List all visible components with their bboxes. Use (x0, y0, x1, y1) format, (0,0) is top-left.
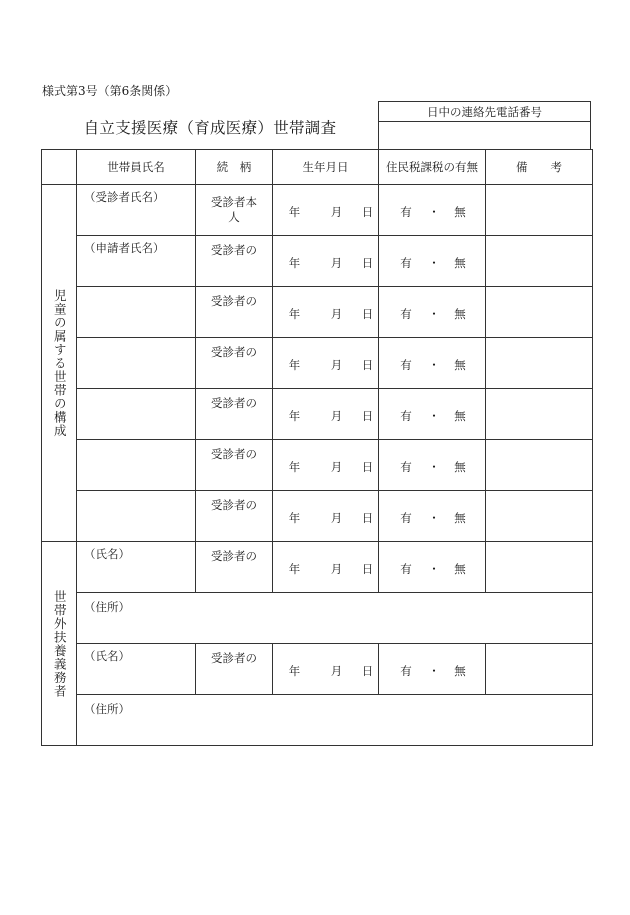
tax-separator: ・ (428, 460, 440, 474)
name-label: （受診者氏名） (84, 190, 165, 204)
tax-no-option[interactable]: 無 (454, 205, 466, 219)
remarks-cell[interactable] (486, 491, 593, 542)
day-label: 日 (361, 409, 374, 423)
birth-date-cell[interactable] (273, 185, 379, 236)
tax-yes-option[interactable]: 有 (400, 460, 412, 474)
page-title: 自立支援医療（育成医療）世帯調査 (83, 119, 337, 137)
name-cell[interactable] (77, 542, 196, 593)
member-row (42, 644, 593, 695)
tax-no-option[interactable]: 無 (454, 409, 466, 423)
name-label: （氏名） (84, 547, 130, 561)
household-section (42, 185, 77, 542)
relation-cell[interactable] (196, 236, 273, 287)
member-row (42, 389, 593, 440)
relation-label: 受診者の (211, 396, 257, 410)
relation-label: 受診者の (211, 345, 257, 359)
day-label: 日 (361, 256, 374, 270)
name-cell[interactable] (77, 287, 196, 338)
header-remarks: 備 考 (486, 150, 593, 185)
contact-phone-box (378, 101, 591, 149)
birth-date-cell[interactable] (273, 440, 379, 491)
tax-yes-option[interactable]: 有 (400, 205, 412, 219)
tax-status-cell[interactable] (379, 185, 486, 236)
day-label: 日 (361, 205, 374, 219)
day-label: 日 (361, 358, 374, 372)
name-cell[interactable] (77, 185, 196, 236)
header-relation: 続 柄 (196, 150, 273, 185)
relation-cell[interactable] (196, 338, 273, 389)
tax-separator: ・ (428, 511, 440, 525)
tax-status-cell[interactable] (379, 440, 486, 491)
day-label: 日 (361, 307, 374, 321)
address-cell[interactable] (77, 695, 593, 746)
tax-separator: ・ (428, 205, 440, 219)
relation-cell[interactable] (196, 440, 273, 491)
tax-status-cell[interactable] (379, 338, 486, 389)
tax-no-option[interactable]: 無 (454, 358, 466, 372)
remarks-cell[interactable] (486, 185, 593, 236)
tax-yes-option[interactable]: 有 (400, 409, 412, 423)
tax-yes-option[interactable]: 有 (400, 256, 412, 270)
day-label: 日 (361, 511, 374, 525)
member-row (42, 338, 593, 389)
month-label: 月 (330, 205, 343, 219)
member-row (42, 542, 593, 593)
tax-separator: ・ (428, 664, 440, 678)
tax-no-option[interactable]: 無 (454, 307, 466, 321)
address-row (42, 695, 593, 746)
name-cell[interactable] (77, 440, 196, 491)
month-label: 月 (330, 307, 343, 321)
tax-yes-option[interactable]: 有 (400, 562, 412, 576)
address-cell[interactable] (77, 593, 593, 644)
relation-cell[interactable] (196, 491, 273, 542)
header-tax-status: 住民税課税の有無 (379, 150, 486, 185)
header-row (42, 150, 593, 185)
birth-date-cell[interactable] (273, 287, 379, 338)
relation-label: 受診者の (211, 651, 257, 665)
tax-separator: ・ (428, 358, 440, 372)
header-birth-date: 生年月日 (273, 150, 379, 185)
tax-separator: ・ (428, 307, 440, 321)
header-section-cell (42, 150, 77, 185)
month-label: 月 (330, 562, 343, 576)
relation-label: 受診者の (211, 549, 257, 563)
remarks-cell[interactable] (486, 389, 593, 440)
tax-no-option[interactable]: 無 (454, 460, 466, 474)
relation-cell[interactable] (196, 185, 273, 236)
remarks-cell[interactable] (486, 644, 593, 695)
birth-date-cell[interactable] (273, 338, 379, 389)
relation-cell[interactable] (196, 542, 273, 593)
birth-date-cell[interactable] (273, 542, 379, 593)
tax-separator: ・ (428, 409, 440, 423)
relation-cell[interactable] (196, 287, 273, 338)
relation-label: 受診者の (211, 498, 257, 512)
year-label: 年 (288, 460, 301, 474)
remarks-cell[interactable] (486, 440, 593, 491)
remarks-cell[interactable] (486, 287, 593, 338)
relation-label: 受診者の (211, 243, 257, 257)
name-cell[interactable] (77, 491, 196, 542)
tax-no-option[interactable]: 無 (454, 562, 466, 576)
month-label: 月 (330, 358, 343, 372)
day-label: 日 (361, 562, 374, 576)
tax-no-option[interactable]: 無 (454, 511, 466, 525)
form-number: 様式第3号（第6条関係） (42, 84, 178, 98)
tax-status-cell[interactable] (379, 491, 486, 542)
year-label: 年 (288, 358, 301, 372)
tax-no-option[interactable]: 無 (454, 664, 466, 678)
tax-no-option[interactable]: 無 (454, 256, 466, 270)
support-obligor-section (42, 542, 77, 746)
remarks-cell[interactable] (486, 542, 593, 593)
tax-yes-option[interactable]: 有 (400, 664, 412, 678)
household-table (41, 149, 593, 746)
month-label: 月 (330, 511, 343, 525)
remarks-cell[interactable] (486, 236, 593, 287)
month-label: 月 (330, 664, 343, 678)
day-label: 日 (361, 460, 374, 474)
tax-status-cell[interactable] (379, 236, 486, 287)
name-cell[interactable] (77, 338, 196, 389)
day-label: 日 (361, 664, 374, 678)
tax-yes-option[interactable]: 有 (400, 358, 412, 372)
address-label: （住所） (84, 702, 130, 716)
name-cell[interactable] (77, 389, 196, 440)
household-section-label: 児童の属する世帯の構成 (52, 288, 68, 438)
header-member-name: 世帯員氏名 (77, 150, 196, 185)
month-label: 月 (330, 256, 343, 270)
relation-label: 受診者の (211, 447, 257, 461)
member-row (42, 185, 593, 236)
year-label: 年 (288, 562, 301, 576)
month-label: 月 (330, 409, 343, 423)
relation-label: 受診者の (211, 294, 257, 308)
tax-status-cell[interactable] (379, 389, 486, 440)
relation-cell[interactable] (196, 389, 273, 440)
tax-separator: ・ (428, 562, 440, 576)
name-label: （氏名） (84, 649, 130, 663)
year-label: 年 (288, 307, 301, 321)
address-row (42, 593, 593, 644)
birth-date-cell[interactable] (273, 236, 379, 287)
support-obligor-section-label: 世帯外扶養義務者 (52, 589, 68, 698)
year-label: 年 (288, 409, 301, 423)
member-row (42, 287, 593, 338)
birth-date-cell[interactable] (273, 491, 379, 542)
tax-status-cell[interactable] (379, 542, 486, 593)
contact-phone-field[interactable] (379, 122, 590, 150)
year-label: 年 (288, 664, 301, 678)
address-label: （住所） (84, 600, 130, 614)
name-label: （申請者氏名） (84, 241, 165, 255)
year-label: 年 (288, 511, 301, 525)
relation-label: 受診者本 人 (210, 195, 269, 224)
birth-date-cell[interactable] (273, 644, 379, 695)
tax-status-cell[interactable] (379, 644, 486, 695)
contact-phone-label: 日中の連絡先電話番号 (379, 102, 590, 122)
month-label: 月 (330, 460, 343, 474)
member-row (42, 440, 593, 491)
birth-date-cell[interactable] (273, 389, 379, 440)
name-cell[interactable] (77, 644, 196, 695)
tax-status-cell[interactable] (379, 287, 486, 338)
year-label: 年 (288, 256, 301, 270)
member-row (42, 491, 593, 542)
year-label: 年 (288, 205, 301, 219)
tax-yes-option[interactable]: 有 (400, 511, 412, 525)
member-row (42, 236, 593, 287)
name-cell[interactable] (77, 236, 196, 287)
relation-cell[interactable] (196, 644, 273, 695)
tax-separator: ・ (428, 256, 440, 270)
tax-yes-option[interactable]: 有 (400, 307, 412, 321)
remarks-cell[interactable] (486, 338, 593, 389)
